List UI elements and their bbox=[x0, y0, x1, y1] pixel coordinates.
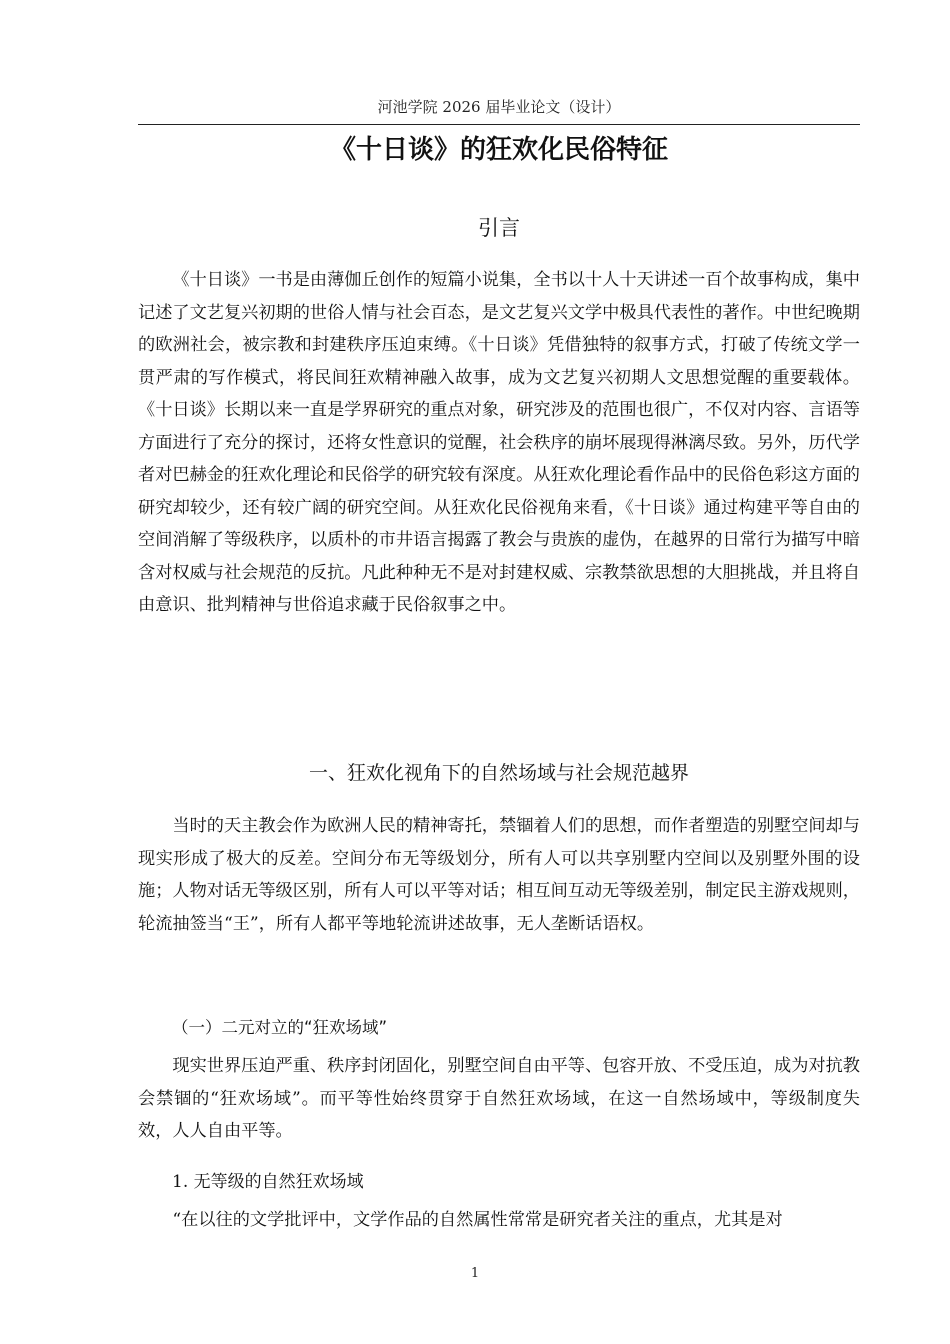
page-number: 1 bbox=[470, 1266, 480, 1281]
section-1-heading: 一、狂欢化视角下的自然场域与社会规范越界 bbox=[308, 762, 689, 784]
subsection-1-paragraph: 现实世界压迫严重、秩序封闭固化，别墅空间自由平等、包容开放、不受压迫，成为对抗教会禁锢的“狂欢场域”。而平等性始终贯穿于自然狂欢场域，在这一自然场域中，等级制度失效，人人自由平等。 bbox=[138, 1056, 860, 1141]
introduction-heading: 引言 bbox=[478, 216, 520, 240]
introduction-paragraph: 《十日谈》一书是由薄伽丘创作的短篇小说集，全书以十人十天讲述一百个故事构成，集中记述了文艺复兴初期的世俗人情与社会百态，是文艺复兴文学中极具代表性的著作。中世纪晚期的欧洲社会，被宗教和封建秩序压迫束缚。《十日谈》凭借独特的叙事方式，打破了传统文学一贯严肃的写作模式，将民间狂欢精神融入故事，成为文艺复兴初期人文思想觉醒的重要载体。《十日谈》长期以来一直是学界研究的重点对象，研究涉及的范围也很广，不仅对内容、言语等方面进行了充分的探讨，还将女性意识的觉醒，社会秩序的崩坏展现得淋漓尽致。另外，历代学者对巴赫金的狂欢化理论和民俗学的研究较有深度。从狂欢化理论看作品中的民俗色彩这方面的研究却较少，还有较广阔的研究空间。从狂欢化民俗视角来看，《十日谈》通过构建平等自由的空间消解了等级秩序，以质朴的市井语言揭露了教会与贵族的虚伪，在越界的日常行为描写中暗含对权威与社会规范的反抗。凡此种种无不是对封建权威、宗教禁欲思想的大胆挑战，并且将自由意识、批判精神与世俗追求藏于民俗叙事之中。 bbox=[138, 270, 860, 615]
item-1-paragraph: “在以往的文学批评中，文学作品的自然属性常常是研究者关注的重点，尤其是对 bbox=[172, 1210, 783, 1230]
paper-title: 《十日谈》的狂欢化民俗特征 bbox=[329, 135, 668, 165]
running-header: 河池学院 2026 届毕业论文（设计） bbox=[138, 96, 860, 125]
section-1-paragraph: 当时的天主教会作为欧洲人民的精神寄托，禁锢着人们的思想，而作者塑造的别墅空间却与现实形成了极大的反差。空间分布无等级划分，所有人可以共享别墅内空间以及别墅外围的设施；人物对话无等级区别，所有人可以平等对话；相互间互动无等级差别，制定民主游戏规则，轮流抽签当“王”，所有人都平等地轮流讲述故事，无人垄断话语权。 bbox=[138, 816, 860, 934]
item-1-heading: 1. 无等级的自然狂欢场域 bbox=[172, 1172, 364, 1192]
subsection-1-heading: （一）二元对立的“狂欢场域” bbox=[172, 1018, 388, 1037]
